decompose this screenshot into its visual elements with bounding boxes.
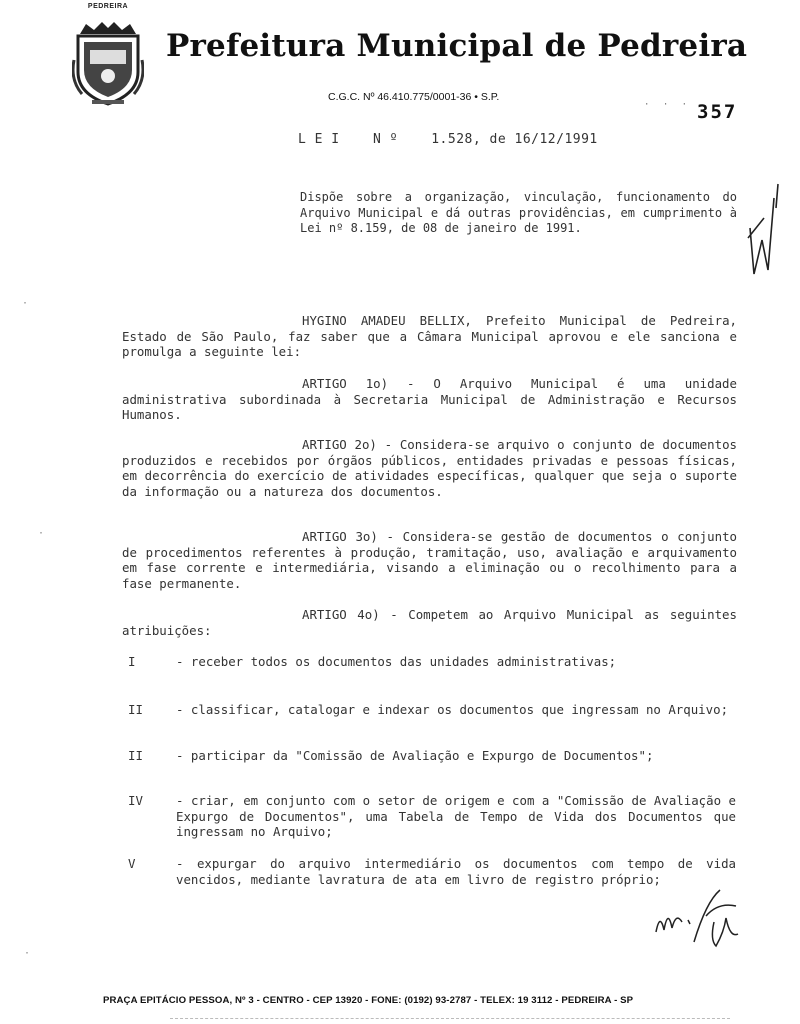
item-text: - classificar, catalogar e indexar os documentos que ingressam no Arquivo; [176,702,729,717]
letterhead-title: Prefeitura Municipal de Pedreira [166,28,748,64]
scan-speck: · [24,948,31,959]
item-numeral: I [128,654,136,669]
item-text: - participar da "Comissão de Avaliação e Expurgo de Documentos"; [176,748,654,763]
scan-speck: · [22,298,29,309]
item-numeral: V [128,856,136,871]
scan-specks: · · · [644,100,692,110]
letterhead-footer: PRAÇA EPITÁCIO PESSOA, Nº 3 - CENTRO - CEP 13920 - FONE: (0192) 93-2787 - TELEX: 19 3112 - PEDREIRA - SP [103,995,634,1006]
item-text: - criar, em conjunto com o setor de origem e com a "Comissão de Avaliação e Expurgo de Documentos", uma Tabela de Tempo de Vida dos Documentos que ingressam no Arquivo; [176,793,736,840]
item-text: - receber todos os documentos das unidades administrativas; [176,654,617,669]
law-ementa: Dispõe sobre a organização, vinculação, funcionamento do Arquivo Municipal e dá outras providências, em cumprimento à Lei nº 8.159, de 08 de janeiro de 1991. [300,190,737,235]
preamble-text: Prefeito Municipal de Pedreira, Estado de São Paulo, faz saber que a Câmara Municipal aprovou e ele sanciona e promulga a seguinte lei: [122,313,738,360]
item-text: - expurgar do arquivo intermediário os documentos com tempo de vida vencidos, mediante lavratura de ata em livro de registro próprio; [176,856,736,887]
preamble-paragraph [122,313,737,360]
article-2 [122,437,737,499]
article-4 [122,607,737,638]
article-label: ARTIGO 1o) [302,376,389,391]
article-3 [122,529,737,591]
article-label: ARTIGO 2o) [302,437,377,452]
footer-rule [170,1018,730,1020]
crest-caption: PEDREIRA [87,3,129,10]
article-text: - Competem ao Arquivo Municipal as seguintes atribuições: [122,607,737,638]
item-numeral: IV [128,793,143,808]
article-text: - O Arquivo Municipal é uma unidade administrativa subordinada à Secretaria Municipal de Administração e Recursos Humanos. [122,376,737,423]
letterhead-cgc: C.G.C. Nº 46.410.775/0001-36 • S.P. [328,91,500,103]
article-1 [122,376,737,423]
item-numeral: II [128,748,143,763]
municipal-crest-icon [72,20,144,106]
scan-speck: · [38,528,45,539]
article-label: ARTIGO 3o) [302,529,378,544]
law-title: L E I N º 1.528, de 16/12/1991 [298,132,598,147]
preamble-lead: HYGINO AMADEU BELLIX, [302,313,472,328]
item-numeral: II [128,702,143,717]
article-text: - Considera-se arquivo o conjunto de documentos produzidos e recebidos por órgãos públicos, entidades privadas e pessoas físicas, em decorrência do exercício de atividades específicas, qualquer que seja o suporte da informação ou a natureza dos documentos. [122,437,737,499]
article-label: ARTIGO 4o) [302,607,380,622]
page-number: 357 [697,101,738,123]
margin-initial-signature [738,178,788,278]
handwritten-signature [650,882,770,952]
article-text: - Considera-se gestão de documentos o conjunto de procedimentos referentes à produção, tramitação, uso, avaliação e arquivamento em fase corrente e intermediária, visando a eliminação ou o recolhimento para a fase permanente. [122,529,737,591]
